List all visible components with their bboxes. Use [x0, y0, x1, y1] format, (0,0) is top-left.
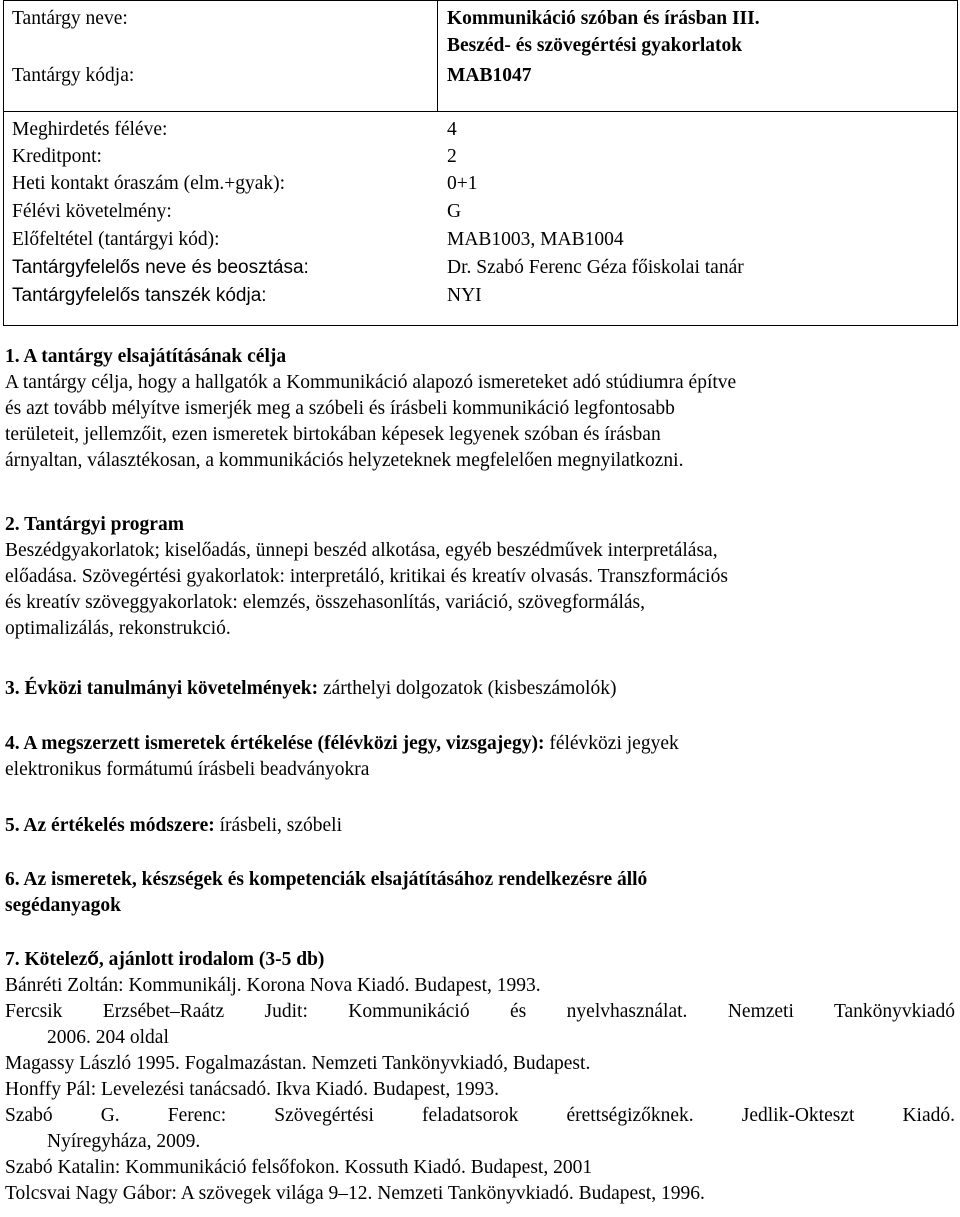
requirement-label: Félévi követelmény:: [12, 201, 172, 222]
section-5-text: írásbeli, szóbeli: [214, 815, 342, 836]
requirement-value: G: [447, 201, 462, 222]
reference-item: Fercsik Erzsébet–Raátz Judit: Kommunikáció és nyelvhasználat. Nemzeti Tankönyvkiadó 2006. 204 oldal: [5, 1001, 955, 1048]
section-literature: [5, 947, 955, 1207]
section-program: [5, 512, 955, 642]
section-1-line: és azt tovább mélyítve ismerjék meg a szóbeli és írásbeli kommunikáció legfontosabb: [5, 398, 675, 419]
section-3-text: zárthelyi dolgozatok (kisbeszámolók): [318, 678, 617, 699]
prerequisite-label: Előfeltétel (tantárgyi kód):: [12, 229, 220, 250]
reference-item: Tolcsvai Nagy Gábor: A szövegek világa 9–12. Nemzeti Tankönyvkiadó. Budapest, 1996.: [5, 1183, 705, 1204]
section-1-line: területeit, jellemzőit, ezen ismeretek birtokában képesek legyenek szóban és írásban: [5, 424, 661, 445]
semester-value: 4: [447, 119, 457, 140]
section-2-title: 2. Tantárgyi program: [5, 514, 184, 535]
section-6-title-line1: 6. Az ismeretek, készségek és kompetenciák elsajátításához rendelkezésre álló: [5, 869, 648, 890]
prerequisite-value: MAB1003, MAB1004: [447, 229, 624, 250]
department-value: NYI: [447, 285, 482, 306]
department-label: Tantárgyfelelős tanszék kódja:: [12, 285, 267, 306]
table-divider: [437, 1, 438, 111]
reference-item: Honffy Pál: Levelezési tanácsadó. Ikva Kiadó. Budapest, 1993.: [5, 1079, 500, 1100]
section-4-line2: elektronikus formátumú írásbeli beadványokra: [5, 759, 370, 780]
section-7-title: 7. Kötelező, ajánlott irodalom (3-5 db): [5, 949, 325, 970]
course-name-label: Tantárgy neve:: [12, 8, 128, 29]
hours-label: Heti kontakt óraszám (elm.+gyak):: [12, 173, 286, 194]
section-2-line: és kreatív szöveggyakorlatok: elemzés, összehasonlítás, variáció, szövegformálás,: [5, 592, 646, 613]
section-evaluation: [5, 731, 955, 783]
course-name-line2: Beszéd- és szövegértési gyakorlatok: [447, 35, 743, 56]
section-4-text: félévközi jegyek: [544, 733, 679, 754]
section-method: [5, 813, 955, 839]
section-6-title-line2: segédanyagok: [5, 895, 121, 916]
section-1-line: A tantárgy célja, hogy a hallgatók a Kommunikáció alapozó ismereteket adó stúdiumra építve: [5, 372, 737, 393]
course-code-label: Tantárgy kódja:: [12, 65, 135, 86]
responsible-value: Dr. Szabó Ferenc Géza főiskolai tanár: [447, 257, 744, 278]
section-2-line: Beszédgyakorlatok; kiselőadás, ünnepi beszéd alkotása, egyéb beszédművek interpretálása,: [5, 540, 718, 561]
section-1-line: árnyaltan, választékosan, a kommunikációs helyzeteknek megfelelően megnyilatkozni.: [5, 450, 684, 471]
section-materials: [5, 867, 955, 919]
course-code-value: MAB1047: [447, 65, 532, 86]
section-5-title: 5. Az értékelés módszere:: [5, 815, 215, 836]
reference-item: Magassy László 1995. Fogalmazástan. Nemzeti Tankönyvkiadó, Budapest.: [5, 1053, 591, 1074]
semester-label: Meghirdetés féléve:: [12, 119, 168, 140]
section-2-line: optimalizálás, rekonstrukció.: [5, 618, 231, 639]
course-name-line1: Kommunikáció szóban és írásban III.: [447, 8, 760, 29]
section-4-title: 4. A megszerzett ismeretek értékelése (félévközi jegy, vizsgajegy):: [5, 733, 545, 754]
hours-value: 0+1: [447, 173, 478, 194]
section-objective: [5, 344, 955, 474]
section-1-title: 1. A tantárgy elsajátításának célja: [5, 346, 287, 367]
section-2-line: előadása. Szövegértési gyakorlatok: interpretáló, kritikai és kreatív olvasás. Transzformációs: [5, 566, 728, 587]
section-requirements: [5, 676, 955, 702]
credit-label: Kreditpont:: [12, 146, 102, 167]
course-info-table: [3, 0, 958, 326]
reference-item: Szabó G. Ferenc: Szövegértési feladatsorok érettségizőknek. Jedlik-Okteszt Kiadó. Nyíregyháza, 2009.: [5, 1105, 955, 1152]
credit-value: 2: [447, 146, 457, 167]
reference-item: Bánréti Zoltán: Kommunikálj. Korona Nova Kiadó. Budapest, 1993.: [5, 975, 541, 996]
section-3-title: 3. Évközi tanulmányi követelmények:: [5, 678, 319, 699]
responsible-label: Tantárgyfelelős neve és beosztása:: [12, 257, 309, 278]
reference-item: Szabó Katalin: Kommunikáció felsőfokon. Kossuth Kiadó. Budapest, 2001: [5, 1157, 593, 1178]
